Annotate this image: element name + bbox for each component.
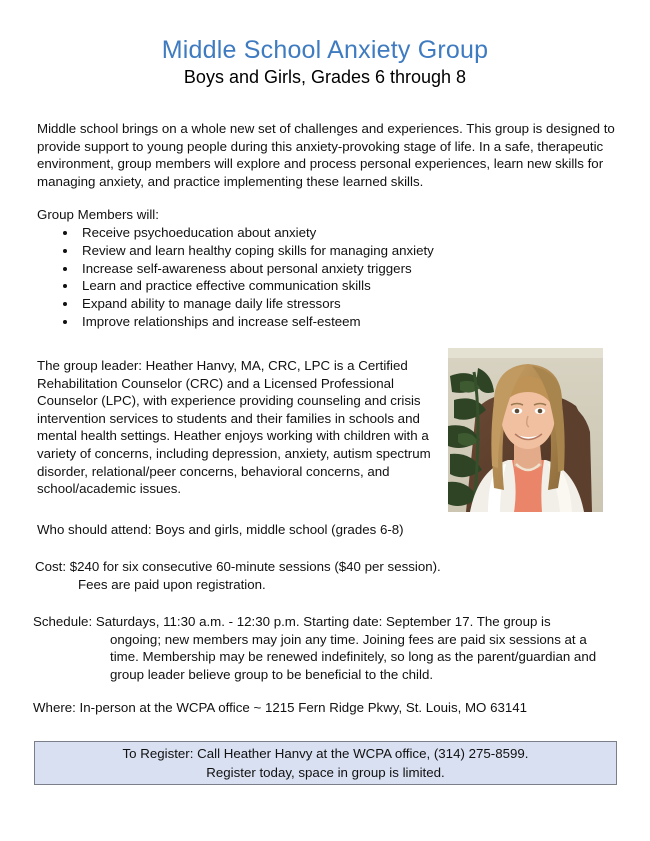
where-line: Where: In-person at the WCPA office ~ 1215 Fern Ridge Pkwy, St. Louis, MO 63141 bbox=[33, 700, 528, 715]
list-item: • Improve relationships and increase self-esteem bbox=[78, 313, 498, 331]
group-members-list bbox=[58, 224, 498, 331]
cost-line-2: Fees are paid upon registration. bbox=[78, 576, 266, 592]
page-title: Middle School Anxiety Group bbox=[161, 36, 489, 64]
who-should-attend-line: Who should attend: Boys and girls, middle school (grades 6-8) bbox=[37, 522, 404, 537]
cost-line-1: Cost: $240 for six consecutive 60-minute sessions ($40 per session). bbox=[35, 559, 441, 574]
schedule-line-2: ongoing; new members may join any time. Joining fees are paid six sessions at a bbox=[110, 631, 587, 647]
schedule-line-1: Schedule: Saturdays, 11:30 a.m. - 12:30 p.m. Starting date: September 17. The group is bbox=[33, 614, 551, 629]
register-line-1: To Register: Call Heather Hanvy at the WCPA office, (314) 275-8599. bbox=[122, 746, 529, 761]
register-callout-box bbox=[34, 741, 617, 785]
schedule-block bbox=[33, 613, 618, 683]
group-leader-photo bbox=[448, 348, 603, 512]
group-leader-paragraph: The group leader: Heather Hanvy, MA, CRC, LPC is a Certified Rehabilitation Counselor (CRC) and a Licensed Professional Counselor (LPC), with experience providing counseling and crisis intervention services to students and their families in schools and mental health settings. Heather enjoys working with children with a variety of concerns, including depression, anxiety, autism spectrum disorder, relational/peer concerns, behavioral concerns, and school/academic issues. bbox=[37, 358, 431, 497]
register-line-2: Register today, space in group is limited. bbox=[206, 765, 445, 780]
cost-block bbox=[35, 558, 595, 593]
list-item: • Review and learn healthy coping skills for managing anxiety bbox=[78, 242, 498, 260]
list-item: • Receive psychoeducation about anxiety bbox=[78, 224, 498, 242]
schedule-line-3: time. Membership may be renewed indefinitely, so long as the parent/guardian and bbox=[110, 649, 597, 665]
list-item: • Learn and practice effective communication skills bbox=[78, 277, 498, 295]
intro-paragraph: Middle school brings on a whole new set of challenges and experiences. This group is designed to provide support to young people during this anxiety-provoking stage of life. In a safe, therapeutic environment, group members will explore and process personal experiences, learn new skills for managing anxiety, and practice implementing these learned skills. bbox=[37, 121, 615, 189]
schedule-line-4: group leader believe group to be beneficial to the child. bbox=[110, 666, 434, 682]
list-item: • Increase self-awareness about personal anxiety triggers bbox=[78, 260, 498, 278]
list-item: • Expand ability to manage daily life stressors bbox=[78, 295, 498, 313]
group-members-heading: Group Members will: bbox=[37, 207, 159, 222]
page-subtitle: Boys and Girls, Grades 6 through 8 bbox=[183, 67, 467, 87]
